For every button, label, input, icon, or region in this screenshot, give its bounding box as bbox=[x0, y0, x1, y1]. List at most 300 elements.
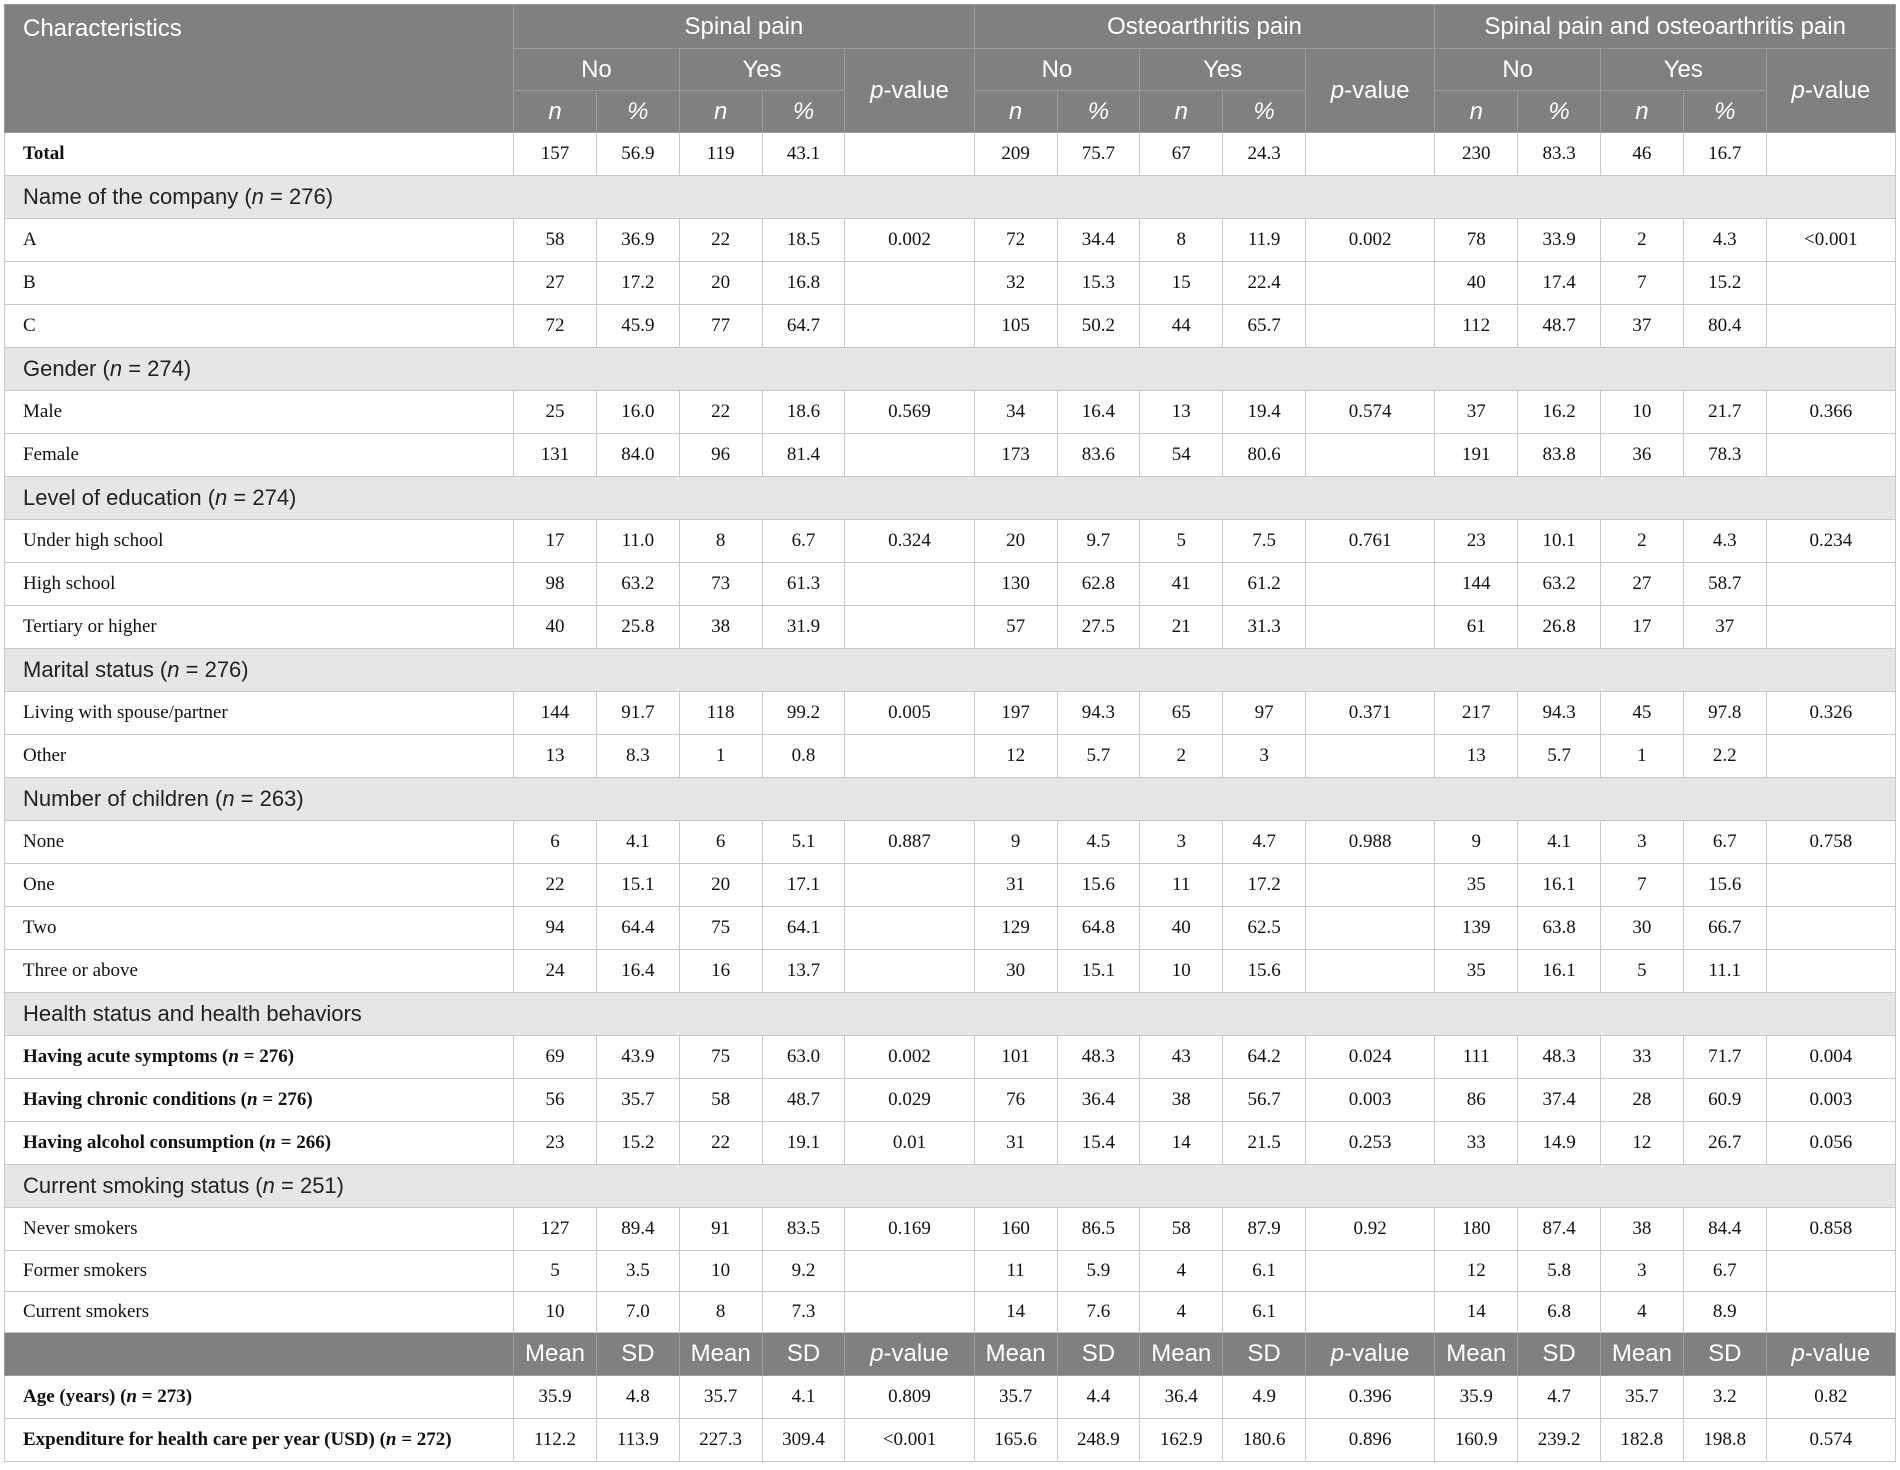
table-cell: 160 bbox=[974, 1208, 1057, 1251]
table-cell: 64.4 bbox=[596, 907, 679, 950]
table-cell: 66.7 bbox=[1683, 907, 1766, 950]
row-label-text: Living with spouse/partner bbox=[23, 702, 228, 723]
row-n-value: = 266) bbox=[275, 1132, 332, 1153]
table-cell: 17.1 bbox=[762, 864, 845, 907]
table-cell: 4.1 bbox=[596, 821, 679, 864]
table-cell: 0.896 bbox=[1306, 1419, 1435, 1462]
table-cell: 48.7 bbox=[1518, 305, 1601, 348]
table-cell: 105 bbox=[974, 305, 1057, 348]
table-cell: 7 bbox=[1601, 864, 1684, 907]
section-n-italic: n bbox=[215, 485, 228, 510]
table-cell: 3.5 bbox=[596, 1251, 679, 1292]
row-label-text: Three or above bbox=[23, 960, 138, 981]
table-row bbox=[5, 1036, 1896, 1079]
row-label bbox=[5, 563, 514, 606]
section-n-italic: n bbox=[251, 184, 264, 209]
table-cell bbox=[845, 1251, 974, 1292]
mean-sd-header-blank bbox=[5, 1333, 514, 1376]
table-cell bbox=[1306, 563, 1435, 606]
table-cell: 2 bbox=[1601, 520, 1684, 563]
row-label-text: A bbox=[23, 229, 37, 250]
table-cell: 86 bbox=[1435, 1079, 1518, 1122]
n-italic: n bbox=[1469, 97, 1483, 125]
table-cell: 0.005 bbox=[845, 692, 974, 735]
data-table-container bbox=[4, 4, 1896, 1462]
section-n-value: = 251) bbox=[274, 1173, 344, 1198]
table-cell: 22 bbox=[679, 219, 762, 262]
table-cell bbox=[845, 305, 974, 348]
table-cell: 78.3 bbox=[1683, 434, 1766, 477]
p-suffix: -value bbox=[1344, 76, 1410, 104]
row-label-text: Two bbox=[23, 917, 57, 938]
section-n-italic: n bbox=[262, 1173, 275, 1198]
table-cell: 17.4 bbox=[1518, 262, 1601, 305]
table-cell: 15.3 bbox=[1057, 262, 1140, 305]
table-cell: 35.7 bbox=[596, 1079, 679, 1122]
p-value-header bbox=[1306, 49, 1435, 133]
table-cell: 129 bbox=[974, 907, 1057, 950]
table-cell: 11.1 bbox=[1683, 950, 1766, 993]
table-row bbox=[5, 305, 1896, 348]
table-cell: 5 bbox=[514, 1251, 597, 1292]
section-title-text: Current smoking status ( bbox=[23, 1173, 263, 1198]
table-cell: 15.4 bbox=[1057, 1122, 1140, 1165]
table-cell: 10 bbox=[1601, 391, 1684, 434]
table-cell: 96 bbox=[679, 434, 762, 477]
n-italic: n bbox=[548, 97, 562, 125]
table-cell: 0.004 bbox=[1766, 1036, 1895, 1079]
table-cell: 173 bbox=[974, 434, 1057, 477]
table-cell: 35.9 bbox=[1435, 1376, 1518, 1419]
table-cell: 191 bbox=[1435, 434, 1518, 477]
table-cell: 180 bbox=[1435, 1208, 1518, 1251]
mean-header: Mean bbox=[1601, 1333, 1684, 1376]
table-cell: 43.1 bbox=[762, 133, 845, 176]
row-label-text: Female bbox=[23, 444, 79, 465]
p-suffix: -value bbox=[1804, 1340, 1871, 1367]
table-cell: 15.6 bbox=[1683, 864, 1766, 907]
table-cell: 94.3 bbox=[1518, 692, 1601, 735]
table-cell: 80.4 bbox=[1683, 305, 1766, 348]
mean-header: Mean bbox=[514, 1333, 597, 1376]
table-cell: 27 bbox=[514, 262, 597, 305]
table-cell: 101 bbox=[974, 1036, 1057, 1079]
percent-header bbox=[762, 91, 845, 133]
row-label-text: None bbox=[23, 831, 65, 852]
table-cell: 182.8 bbox=[1601, 1419, 1684, 1462]
table-cell: 30 bbox=[1601, 907, 1684, 950]
table-cell: 24 bbox=[514, 950, 597, 993]
table-cell: 81.4 bbox=[762, 434, 845, 477]
table-cell: 0.003 bbox=[1766, 1079, 1895, 1122]
row-label bbox=[5, 262, 514, 305]
table-cell: 43.9 bbox=[596, 1036, 679, 1079]
section-n-value: = 274) bbox=[227, 485, 297, 510]
table-cell: 35.7 bbox=[1601, 1376, 1684, 1419]
table-cell: 0.574 bbox=[1306, 391, 1435, 434]
table-cell: 209 bbox=[974, 133, 1057, 176]
table-cell: 64.7 bbox=[762, 305, 845, 348]
table-row bbox=[5, 262, 1896, 305]
p-italic: p bbox=[1791, 1340, 1805, 1367]
table-cell bbox=[1766, 133, 1895, 176]
table-cell: 12 bbox=[1435, 1251, 1518, 1292]
row-label bbox=[5, 735, 514, 778]
table-cell: 6 bbox=[514, 821, 597, 864]
n-italic: n bbox=[1635, 97, 1649, 125]
table-cell: 7.5 bbox=[1223, 520, 1306, 563]
n-italic: n bbox=[1174, 97, 1188, 125]
table-row bbox=[5, 1122, 1896, 1165]
total-row bbox=[5, 133, 1896, 176]
row-n-value: = 276) bbox=[257, 1089, 313, 1110]
group-header: Osteoarthritis pain bbox=[974, 5, 1435, 49]
table-cell: 94 bbox=[514, 907, 597, 950]
table-cell: 72 bbox=[514, 305, 597, 348]
section-header-row bbox=[5, 649, 1896, 692]
section-n-italic: n bbox=[109, 356, 123, 381]
table-cell bbox=[1306, 864, 1435, 907]
sd-header: SD bbox=[1683, 1333, 1766, 1376]
row-label bbox=[5, 1376, 514, 1419]
p-value-header bbox=[1766, 49, 1895, 133]
table-cell: 5.7 bbox=[1057, 735, 1140, 778]
table-row bbox=[5, 1208, 1896, 1251]
table-cell: 4.7 bbox=[1223, 821, 1306, 864]
table-cell: 2.2 bbox=[1683, 735, 1766, 778]
table-cell: 165.6 bbox=[974, 1419, 1057, 1462]
pct-italic: % bbox=[792, 97, 815, 125]
table-cell bbox=[1766, 563, 1895, 606]
table-cell: 10 bbox=[1140, 950, 1223, 993]
p-italic: p bbox=[1330, 1340, 1345, 1367]
table-cell bbox=[1766, 1251, 1895, 1292]
percent-header bbox=[1683, 91, 1766, 133]
table-row bbox=[5, 391, 1896, 434]
table-cell bbox=[1766, 950, 1895, 993]
table-cell: 4.7 bbox=[1518, 1376, 1601, 1419]
table-cell: 32 bbox=[974, 262, 1057, 305]
table-cell bbox=[845, 735, 974, 778]
table-cell: 16.4 bbox=[596, 950, 679, 993]
section-title bbox=[5, 477, 1896, 520]
table-cell bbox=[1306, 735, 1435, 778]
no-header: No bbox=[514, 49, 680, 91]
table-cell: 34.4 bbox=[1057, 219, 1140, 262]
table-cell: 0.761 bbox=[1306, 520, 1435, 563]
characteristics-table bbox=[4, 4, 1896, 1462]
table-cell: 0.574 bbox=[1766, 1419, 1895, 1462]
table-cell: 8 bbox=[1140, 219, 1223, 262]
table-cell: 113.9 bbox=[596, 1419, 679, 1462]
table-cell: 21.7 bbox=[1683, 391, 1766, 434]
table-cell: 46 bbox=[1601, 133, 1684, 176]
n-header bbox=[1435, 91, 1518, 133]
pct-italic: % bbox=[1714, 97, 1736, 125]
no-header: No bbox=[1435, 49, 1601, 91]
table-cell: 3.2 bbox=[1683, 1376, 1766, 1419]
table-cell: 4.1 bbox=[762, 1376, 845, 1419]
row-label bbox=[5, 1122, 514, 1165]
table-cell: 17 bbox=[1601, 606, 1684, 649]
table-cell: 91 bbox=[679, 1208, 762, 1251]
table-cell: 89.4 bbox=[596, 1208, 679, 1251]
table-cell: 15.2 bbox=[596, 1122, 679, 1165]
table-cell: 15.1 bbox=[596, 864, 679, 907]
table-cell: 8 bbox=[679, 1292, 762, 1333]
row-label-text: Total bbox=[23, 143, 65, 164]
section-title bbox=[5, 778, 1896, 821]
table-cell: <0.001 bbox=[845, 1419, 974, 1462]
table-cell: 45.9 bbox=[596, 305, 679, 348]
table-cell: 180.6 bbox=[1223, 1419, 1306, 1462]
table-cell: 6 bbox=[679, 821, 762, 864]
table-cell: 58.7 bbox=[1683, 563, 1766, 606]
table-cell: 6.7 bbox=[1683, 821, 1766, 864]
table-cell: 5.8 bbox=[1518, 1251, 1601, 1292]
table-cell: 28 bbox=[1601, 1079, 1684, 1122]
mean-row bbox=[5, 1376, 1896, 1419]
table-cell: 35 bbox=[1435, 950, 1518, 993]
row-label-text: Having alcohol consumption ( bbox=[23, 1132, 266, 1153]
table-row bbox=[5, 1079, 1896, 1122]
table-cell: 0.002 bbox=[845, 1036, 974, 1079]
table-row bbox=[5, 219, 1896, 262]
table-cell: 18.5 bbox=[762, 219, 845, 262]
table-cell: 25 bbox=[514, 391, 597, 434]
table-cell: 22.4 bbox=[1223, 262, 1306, 305]
table-cell: 54 bbox=[1140, 434, 1223, 477]
table-cell: 5.7 bbox=[1518, 735, 1601, 778]
mean-header: Mean bbox=[1435, 1333, 1518, 1376]
table-cell: 9 bbox=[974, 821, 1057, 864]
table-cell: 58 bbox=[1140, 1208, 1223, 1251]
table-cell: 94.3 bbox=[1057, 692, 1140, 735]
table-row bbox=[5, 1292, 1896, 1333]
n-header bbox=[679, 91, 762, 133]
table-cell: 13.7 bbox=[762, 950, 845, 993]
table-cell: 13 bbox=[514, 735, 597, 778]
row-label-text: Tertiary or higher bbox=[23, 616, 157, 637]
table-cell: 87.4 bbox=[1518, 1208, 1601, 1251]
section-title bbox=[5, 993, 1896, 1036]
table-cell: 217 bbox=[1435, 692, 1518, 735]
section-title-text: Level of education ( bbox=[23, 485, 216, 510]
table-cell: 97.8 bbox=[1683, 692, 1766, 735]
row-label bbox=[5, 950, 514, 993]
table-cell: 6.7 bbox=[1683, 1251, 1766, 1292]
table-cell: 35 bbox=[1435, 864, 1518, 907]
table-cell bbox=[1766, 606, 1895, 649]
table-cell: 112 bbox=[1435, 305, 1518, 348]
table-cell: 11.9 bbox=[1223, 219, 1306, 262]
table-cell: 64.2 bbox=[1223, 1036, 1306, 1079]
section-title bbox=[5, 176, 1896, 219]
p-value-header bbox=[845, 49, 974, 133]
table-cell: 48.3 bbox=[1057, 1036, 1140, 1079]
table-cell: 230 bbox=[1435, 133, 1518, 176]
table-cell: 0.003 bbox=[1306, 1079, 1435, 1122]
table-cell: 6.1 bbox=[1223, 1251, 1306, 1292]
table-cell: 87.9 bbox=[1223, 1208, 1306, 1251]
table-cell: 16.1 bbox=[1518, 864, 1601, 907]
row-label-text: Male bbox=[23, 401, 63, 422]
p-suffix: -value bbox=[1344, 1340, 1410, 1367]
table-cell: 13 bbox=[1435, 735, 1518, 778]
pct-italic: % bbox=[627, 97, 649, 125]
table-cell: 15.6 bbox=[1057, 864, 1140, 907]
table-cell: 73 bbox=[679, 563, 762, 606]
table-cell: 75 bbox=[679, 907, 762, 950]
table-row bbox=[5, 434, 1896, 477]
table-row bbox=[5, 950, 1896, 993]
table-cell: 0.002 bbox=[845, 219, 974, 262]
table-cell: 10 bbox=[514, 1292, 597, 1333]
sd-header: SD bbox=[1057, 1333, 1140, 1376]
table-cell: 2 bbox=[1140, 735, 1223, 778]
yes-header: Yes bbox=[1140, 49, 1306, 91]
table-cell: 11 bbox=[1140, 864, 1223, 907]
section-n-value: = 276) bbox=[263, 184, 334, 209]
table-cell: 23 bbox=[1435, 520, 1518, 563]
table-cell: 99.2 bbox=[762, 692, 845, 735]
p-suffix: -value bbox=[883, 1340, 949, 1367]
table-cell: 33.9 bbox=[1518, 219, 1601, 262]
mean-header: Mean bbox=[679, 1333, 762, 1376]
row-label-text: One bbox=[23, 874, 55, 895]
table-cell: 9 bbox=[1435, 821, 1518, 864]
table-cell bbox=[1306, 606, 1435, 649]
table-cell: 60.9 bbox=[1683, 1079, 1766, 1122]
table-cell: 198.8 bbox=[1683, 1419, 1766, 1462]
table-cell: 1 bbox=[679, 735, 762, 778]
row-label bbox=[5, 219, 514, 262]
table-cell: 83.8 bbox=[1518, 434, 1601, 477]
table-cell: 15.1 bbox=[1057, 950, 1140, 993]
table-cell: 4 bbox=[1601, 1292, 1684, 1333]
table-cell: 36 bbox=[1601, 434, 1684, 477]
table-cell: 16.8 bbox=[762, 262, 845, 305]
table-row bbox=[5, 735, 1896, 778]
table-cell: 37 bbox=[1601, 305, 1684, 348]
row-label bbox=[5, 1079, 514, 1122]
section-title-text: Health status and health behaviors bbox=[23, 1001, 362, 1026]
table-cell: 38 bbox=[1140, 1079, 1223, 1122]
row-label bbox=[5, 692, 514, 735]
table-cell: 61.3 bbox=[762, 563, 845, 606]
section-title bbox=[5, 649, 1896, 692]
table-cell: 16.0 bbox=[596, 391, 679, 434]
table-cell: 84.4 bbox=[1683, 1208, 1766, 1251]
table-cell: 63.2 bbox=[1518, 563, 1601, 606]
table-cell: 0.366 bbox=[1766, 391, 1895, 434]
header-row-groups bbox=[5, 5, 1896, 49]
row-label bbox=[5, 821, 514, 864]
yes-header: Yes bbox=[1601, 49, 1767, 91]
row-label bbox=[5, 1208, 514, 1251]
table-cell: 41 bbox=[1140, 563, 1223, 606]
table-cell: 0.024 bbox=[1306, 1036, 1435, 1079]
table-cell: 22 bbox=[514, 864, 597, 907]
row-n-italic: n bbox=[126, 1386, 137, 1407]
table-cell: 84.0 bbox=[596, 434, 679, 477]
p-italic: p bbox=[1330, 76, 1345, 104]
sd-header: SD bbox=[1223, 1333, 1306, 1376]
table-cell bbox=[1306, 262, 1435, 305]
row-label bbox=[5, 434, 514, 477]
table-row bbox=[5, 864, 1896, 907]
table-cell: 33 bbox=[1601, 1036, 1684, 1079]
table-cell: 7.6 bbox=[1057, 1292, 1140, 1333]
section-n-italic: n bbox=[167, 657, 180, 682]
table-cell: 111 bbox=[1435, 1036, 1518, 1079]
row-label-text: Having chronic conditions ( bbox=[23, 1089, 247, 1110]
row-label bbox=[5, 391, 514, 434]
table-cell: 33 bbox=[1435, 1122, 1518, 1165]
percent-header bbox=[1518, 91, 1601, 133]
table-cell: 40 bbox=[1435, 262, 1518, 305]
table-cell: 35.7 bbox=[974, 1376, 1057, 1419]
table-row bbox=[5, 606, 1896, 649]
table-cell: 14 bbox=[974, 1292, 1057, 1333]
table-cell bbox=[1766, 907, 1895, 950]
table-cell: 17.2 bbox=[1223, 864, 1306, 907]
table-cell bbox=[1306, 434, 1435, 477]
table-cell: 27 bbox=[1601, 563, 1684, 606]
row-label-text: C bbox=[23, 315, 36, 336]
table-cell: 7.3 bbox=[762, 1292, 845, 1333]
section-header-row bbox=[5, 477, 1896, 520]
section-header-row bbox=[5, 993, 1896, 1036]
table-cell: 75 bbox=[679, 1036, 762, 1079]
table-cell: 0.324 bbox=[845, 520, 974, 563]
table-cell: 3 bbox=[1223, 735, 1306, 778]
table-cell: 4 bbox=[1140, 1292, 1223, 1333]
table-cell: 48.7 bbox=[762, 1079, 845, 1122]
table-cell: 8 bbox=[679, 520, 762, 563]
n-header bbox=[1601, 91, 1684, 133]
table-cell: 227.3 bbox=[679, 1419, 762, 1462]
table-cell: 58 bbox=[679, 1079, 762, 1122]
table-cell: 248.9 bbox=[1057, 1419, 1140, 1462]
table-cell: 98 bbox=[514, 563, 597, 606]
table-cell: 0.371 bbox=[1306, 692, 1435, 735]
row-label-text: Expenditure for health care per year (USD) ( bbox=[23, 1429, 386, 1450]
table-cell: 37.4 bbox=[1518, 1079, 1601, 1122]
table-cell: 0.234 bbox=[1766, 520, 1895, 563]
p-italic: p bbox=[870, 76, 884, 104]
group-header: Spinal pain and osteoarthritis pain bbox=[1435, 5, 1896, 49]
no-header: No bbox=[974, 49, 1140, 91]
table-cell bbox=[1766, 305, 1895, 348]
table-cell: 31 bbox=[974, 864, 1057, 907]
mean-header: Mean bbox=[1140, 1333, 1223, 1376]
table-cell: 37 bbox=[1683, 606, 1766, 649]
table-cell: 77 bbox=[679, 305, 762, 348]
table-cell: 91.7 bbox=[596, 692, 679, 735]
row-label bbox=[5, 133, 514, 176]
table-cell: 4.3 bbox=[1683, 520, 1766, 563]
table-cell: 58 bbox=[514, 219, 597, 262]
row-label-text: Former smokers bbox=[23, 1260, 148, 1281]
table-cell bbox=[845, 262, 974, 305]
table-cell: 24.3 bbox=[1223, 133, 1306, 176]
table-cell: 19.4 bbox=[1223, 391, 1306, 434]
table-cell: 6.1 bbox=[1223, 1292, 1306, 1333]
row-label-text: Under high school bbox=[23, 530, 164, 551]
row-label-text: Current smokers bbox=[23, 1301, 150, 1322]
table-cell: 16.1 bbox=[1518, 950, 1601, 993]
